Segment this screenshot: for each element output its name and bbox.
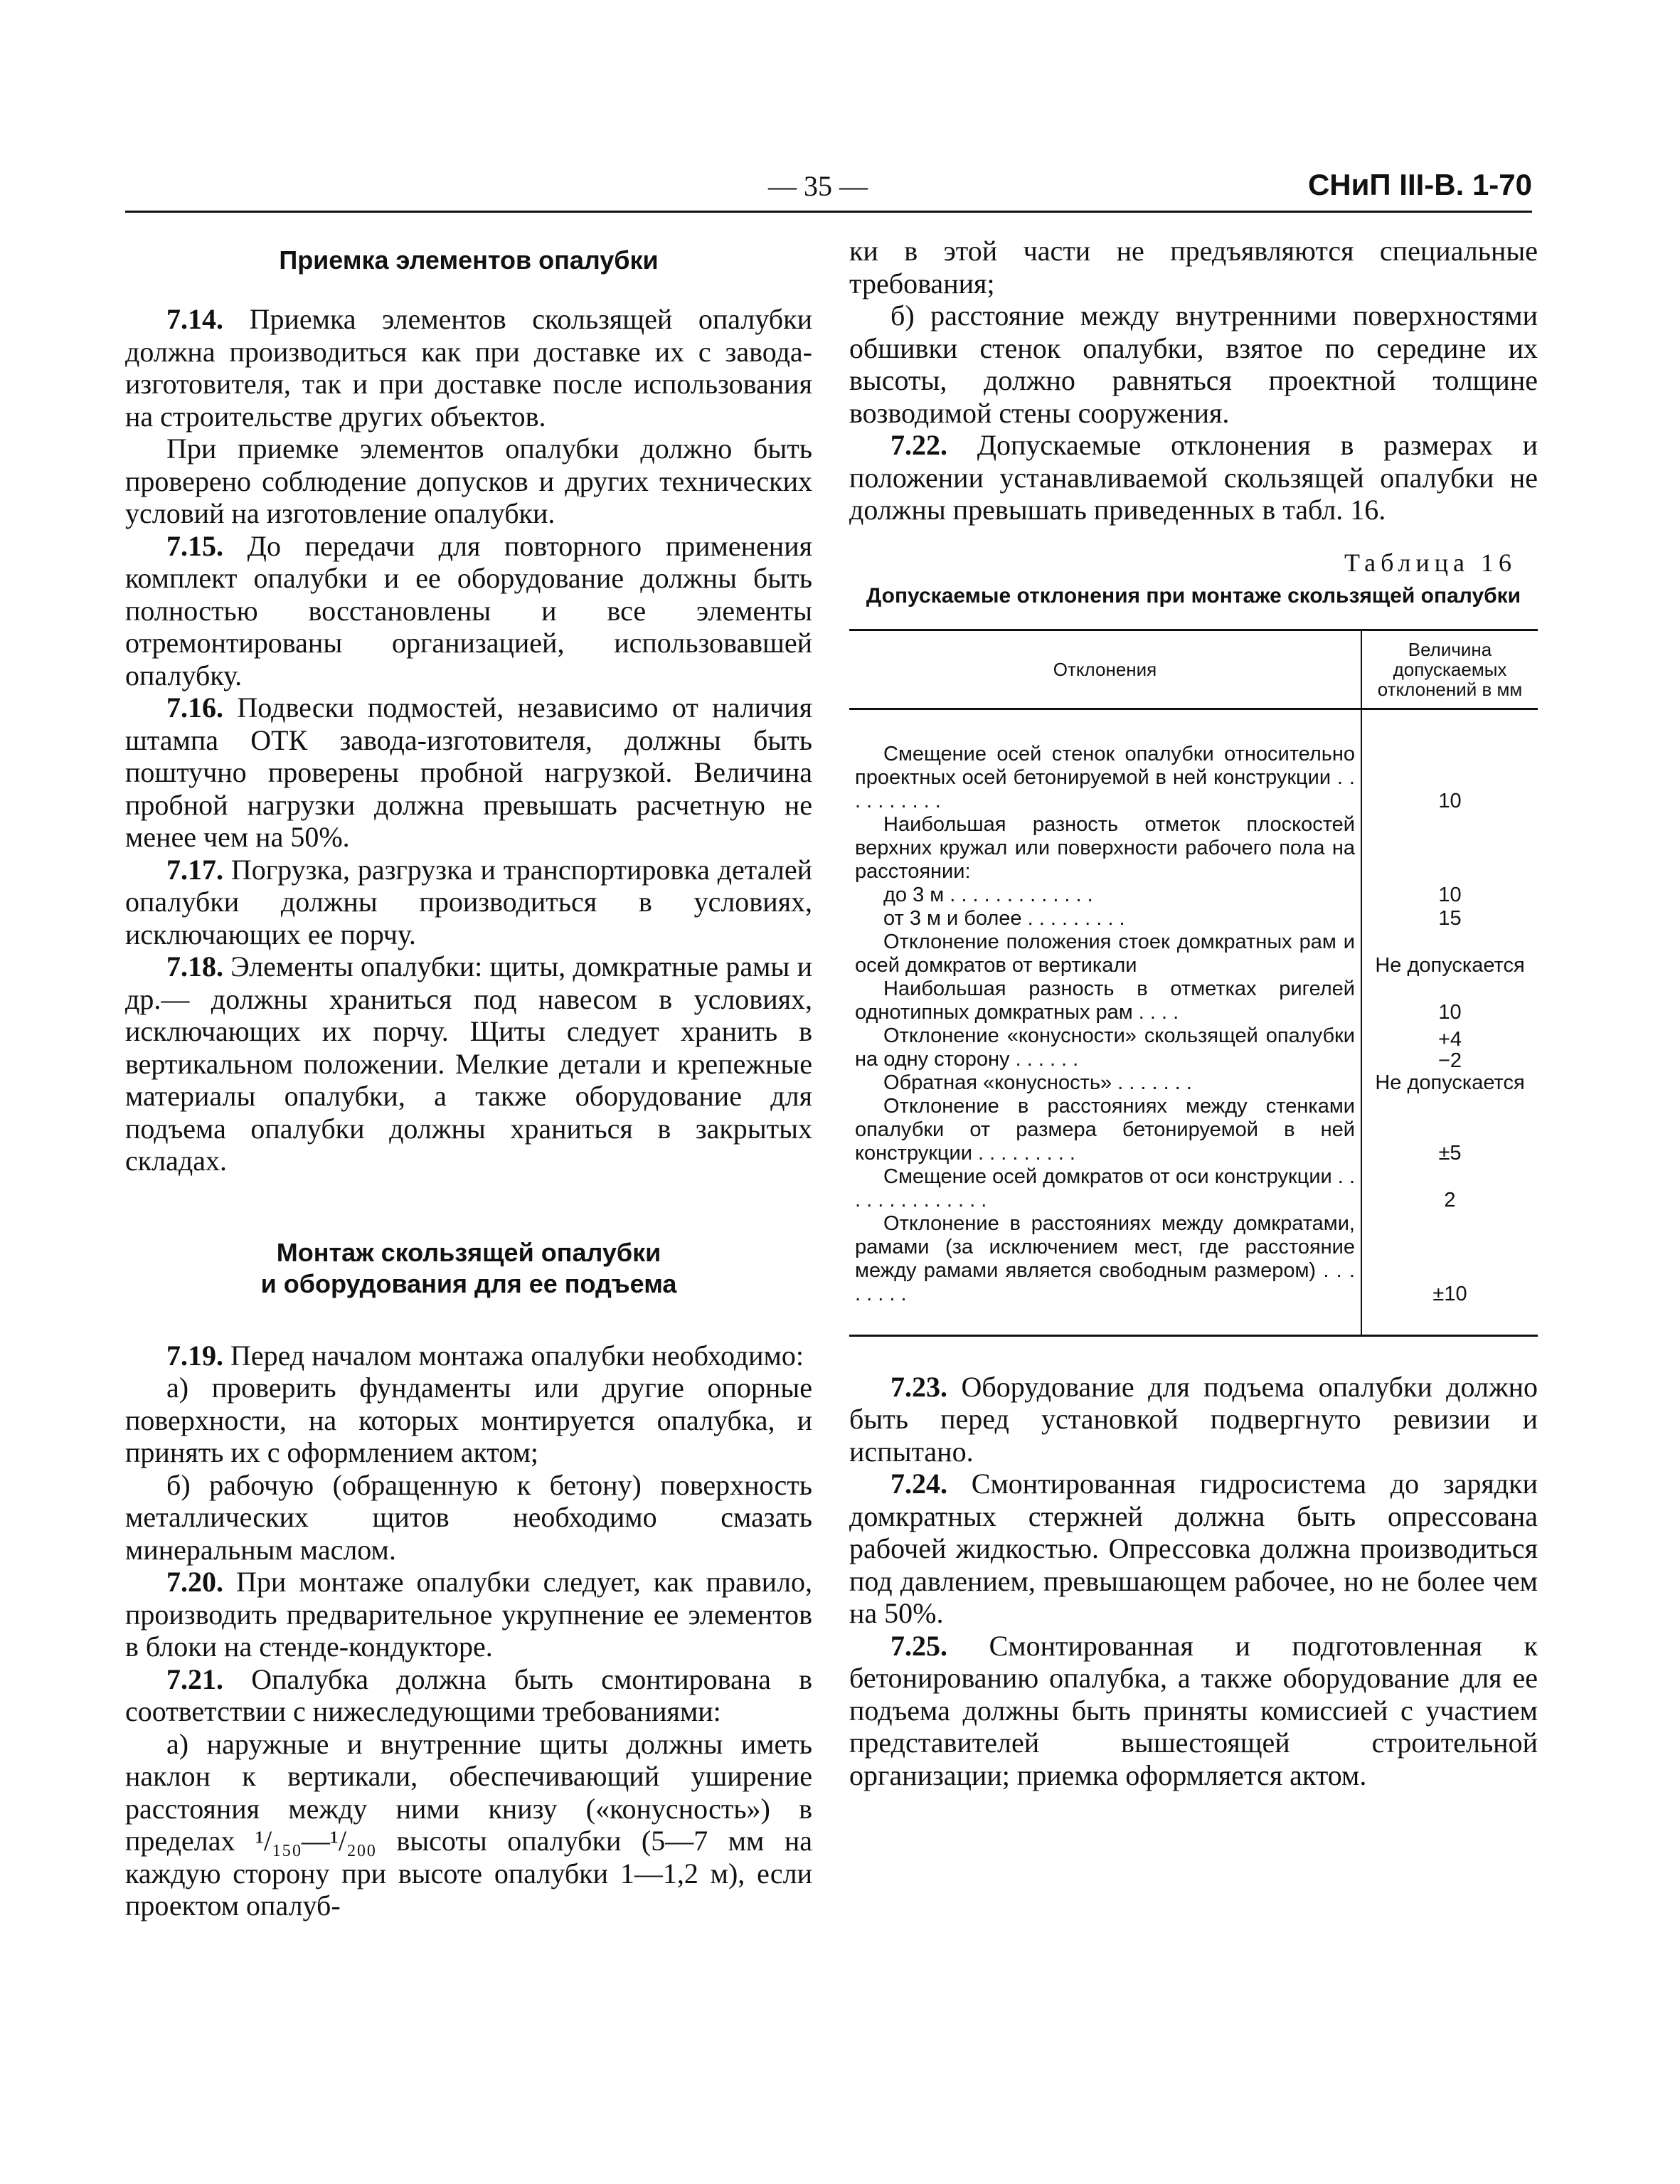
page-number: — 35 —: [768, 170, 868, 202]
clause-text: Перед началом монтажа опалубки необходимо:: [223, 1339, 804, 1372]
clause-number: 7.19.: [166, 1339, 223, 1372]
table-header-values: Величина допускаемых отклонений в мм: [1361, 630, 1538, 709]
table-spacer-row: [849, 709, 1538, 743]
right-column: [849, 235, 1538, 1791]
table-row: [849, 1071, 1538, 1095]
clause-text: При монтаже опалубки следует, как правило, производить предварительное укрупнение ее элементов в блоки на стенде-кондукторе.: [125, 1566, 812, 1663]
clause-text: Допускаемые отклонения в размерах и положении устанавливаемой скользящей опалубки не должны превышать приведенных в табл. 16.: [849, 429, 1538, 526]
left-column: [125, 235, 812, 1922]
tolerance-value-cell: ±10: [1361, 1212, 1538, 1336]
section-title-acceptance: Приемка элементов опалубки: [279, 245, 659, 275]
paragraph-7-18: [125, 950, 812, 1177]
clause-text: Смонтированная и подготовленная к бетонированию опалубка, а также оборудование для ее подъема должны быть приняты комиссией с участием представителей вышестоящей строительной организации; приемка оформляется актом.: [849, 1629, 1538, 1791]
table-spacer-cell: [849, 709, 1361, 743]
tolerance-value-cell: 15: [1438, 906, 1462, 930]
clause-text: До передачи для повторного применения комплект опалубки и ее оборудование должны быть полностью восстановлены и все элементы отремонтированы организацией, использовавшей опалубку.: [125, 529, 812, 691]
clause-number: 7.20.: [166, 1566, 223, 1598]
clause-text: Элементы опалубки: щиты, домкратные рамы и др.— должны храниться под навесом в условиях, исключающих их порчу. Щиты следует хранить в вертикальном положении. Мелкие детали и крепежные материалы опалубки, а также оборудование для подъема опалубки должны храниться в закрытых складах.: [125, 950, 812, 1177]
document-code: СНиП III-В. 1-70: [1307, 168, 1532, 201]
paragraph-7-21-b: б) расстояние между внутренними поверхностями обшивки стенок опалубки, взятое по середине их высоты, должно равняться проектной толщине возводимой стены сооружения.: [849, 299, 1538, 429]
paragraph-7-21-a: а) наружные и внутренние щиты должны иметь наклон к вертикали, обеспечивающий уширение расстояния между ними книзу («конусность») в пределах ¹/₁₅₀—¹/₂₀₀ высоты опалубки (5—7 мм на каждую сторону при высоте опалубки 1—1,2 м), если проектом опалуб-: [125, 1727, 812, 1921]
table-row: [849, 1165, 1538, 1212]
paragraph-7-16: [125, 691, 812, 854]
deviation-cell: Отклонение положения стоек домкратных рам и осей домкратов от вертикали: [849, 931, 1361, 977]
tolerance-value-cell: +4 −2: [1437, 1027, 1462, 1072]
tolerance-value-cell: 2: [1444, 1188, 1456, 1212]
table-row: [849, 743, 1538, 813]
table-title: Допускаемые отклонения при монтаже скользящей опалубки: [866, 583, 1521, 608]
table-spacer-cell: [1361, 709, 1538, 743]
clause-number: 7.15.: [166, 529, 223, 562]
table-row: [849, 1095, 1538, 1165]
deviation-cell: Смещение осей домкратов от оси конструкции . . . . . . . . . . . . . .: [849, 1165, 1361, 1212]
section-title-line: и оборудования для ее подъема: [260, 1268, 677, 1298]
paragraph-7-14-b: При приемке элементов опалубки должно быть проверено соблюдение допусков и других технических условий на изготовление опалубки.: [125, 433, 812, 529]
table-row: [849, 813, 1538, 884]
tolerance-value-cell: 10: [1438, 1000, 1462, 1024]
clause-number: 7.16.: [166, 691, 223, 723]
paragraph-7-19-b: б) рабочую (обращенную к бетону) поверхность металлических щитов необходимо смазать минеральным маслом.: [125, 1468, 812, 1566]
deviation-cell: Смещение осей стенок опалубки относительно проектных осей бетонируемой в ней конструкции . . . . . . . . . .: [849, 743, 1361, 813]
clause-number: 7.23.: [890, 1370, 947, 1403]
paragraph-7-22: [849, 429, 1538, 526]
clause-number: 7.18.: [166, 950, 223, 982]
paragraph-7-20: [125, 1566, 812, 1663]
paragraph-7-19-a: а) проверить фундаменты или другие опорные поверхности, на которых монтируется опалубка, и принять их с оформлением актом;: [125, 1372, 812, 1468]
clause-text: Погрузка, разгрузка и транспортировка деталей опалубки должны производиться в условиях, исключающих ее порчу.: [125, 853, 812, 950]
deviation-cell: Наибольшая разность в отметках ригелей однотипных домкратных рам . . . .: [849, 977, 1361, 1024]
clause-text: Подвески подмостей, независимо от наличия штампа ОТК завода-изготовителя, должны быть поштучно проверены пробной нагрузкой. Величина пробной нагрузки должна превышать расчетную не менее чем на 50%.: [125, 691, 812, 853]
clause-number: 7.25.: [890, 1629, 947, 1662]
clause-text: Опалубка должна быть смонтирована в соответствии с нижеследующими требованиями:: [125, 1663, 812, 1727]
tolerance-value-cell: Не допускается: [1375, 1071, 1525, 1094]
paragraph-7-19: [125, 1340, 812, 1372]
paragraph-7-21-a-continued: ки в этой части не предъявляются специальные требования;: [849, 235, 1538, 299]
clause-text: Смонтированная гидросистема до зарядки домкратных стержней должна быть опрессована рабочей жидкостью. Опрессовка должна производиться под давлением, превышающем рабочее, но не более чем на 50%.: [849, 1468, 1538, 1629]
paragraph-7-24: [849, 1468, 1538, 1630]
clause-text: Оборудование для подъема опалубки должно быть перед установкой подвергнуто ревизии и испытано.: [849, 1370, 1538, 1468]
section-title-installation: [125, 1237, 812, 1300]
tolerance-value-cell: ±5: [1438, 1141, 1462, 1165]
paragraph-7-25: [849, 1630, 1538, 1792]
deviation-cell: Обратная «конусность» . . . . . . .: [849, 1071, 1361, 1095]
table-row: [849, 977, 1538, 1024]
table-header-deviations: Отклонения: [849, 630, 1361, 709]
paragraph-7-23: [849, 1371, 1538, 1468]
clause-number: 7.17.: [166, 853, 223, 886]
clause-number: 7.14.: [166, 303, 223, 335]
table-body: [849, 709, 1538, 1335]
paragraph-7-21: [125, 1663, 812, 1728]
header-rule: [125, 211, 1532, 213]
section-title-line: Монтаж скользящей опалубки: [276, 1237, 661, 1267]
tolerance-value-cell: Не допускается: [1375, 953, 1525, 977]
paragraph-7-17: [125, 854, 812, 951]
deviation-cell: до 3 м . . . . . . . . . . . . .: [849, 884, 1361, 907]
clause-number: 7.22.: [890, 429, 947, 461]
table-row: [849, 1024, 1538, 1071]
tolerance-table: [849, 629, 1538, 1337]
deviation-cell: Отклонение в расстояниях между домкратами, рамами (за исключением мест, где расстояние между рамами является свободным размером) . . . . . . . .: [849, 1212, 1361, 1336]
tolerance-value-cell: [1361, 813, 1538, 884]
deviation-cell: Наибольшая разность отметок плоскостей верхних кружал или поверхности рабочего пола на расстоянии:: [849, 813, 1361, 884]
table-row: [849, 884, 1538, 907]
table-row: [849, 907, 1538, 931]
paragraph-7-14: [125, 303, 812, 433]
clause-number: 7.24.: [890, 1468, 947, 1500]
tolerance-value-cell: 10: [1438, 883, 1462, 906]
tolerance-value-cell: 10: [1438, 789, 1462, 812]
deviation-cell: от 3 м и более . . . . . . . . .: [849, 907, 1361, 931]
table-row: [849, 931, 1538, 977]
deviation-cell: Отклонение «конусности» скользящей опалубки на одну сторону . . . . . .: [849, 1024, 1361, 1071]
clause-number: 7.21.: [166, 1663, 223, 1695]
table-header-row: [849, 630, 1538, 709]
clause-text: Приемка элементов скользящей опалубки должна производиться как при доставке их с завода-изготовителя, так и при доставке после использования на строительстве других объектов.: [125, 303, 812, 433]
table-label: Таблица 16: [1344, 548, 1516, 577]
table-row: [849, 1212, 1538, 1336]
deviation-cell: Отклонение в расстояниях между стенками опалубки от размера бетонируемой в ней конструкции . . . . . . . . .: [849, 1095, 1361, 1165]
paragraph-7-15: [125, 530, 812, 692]
